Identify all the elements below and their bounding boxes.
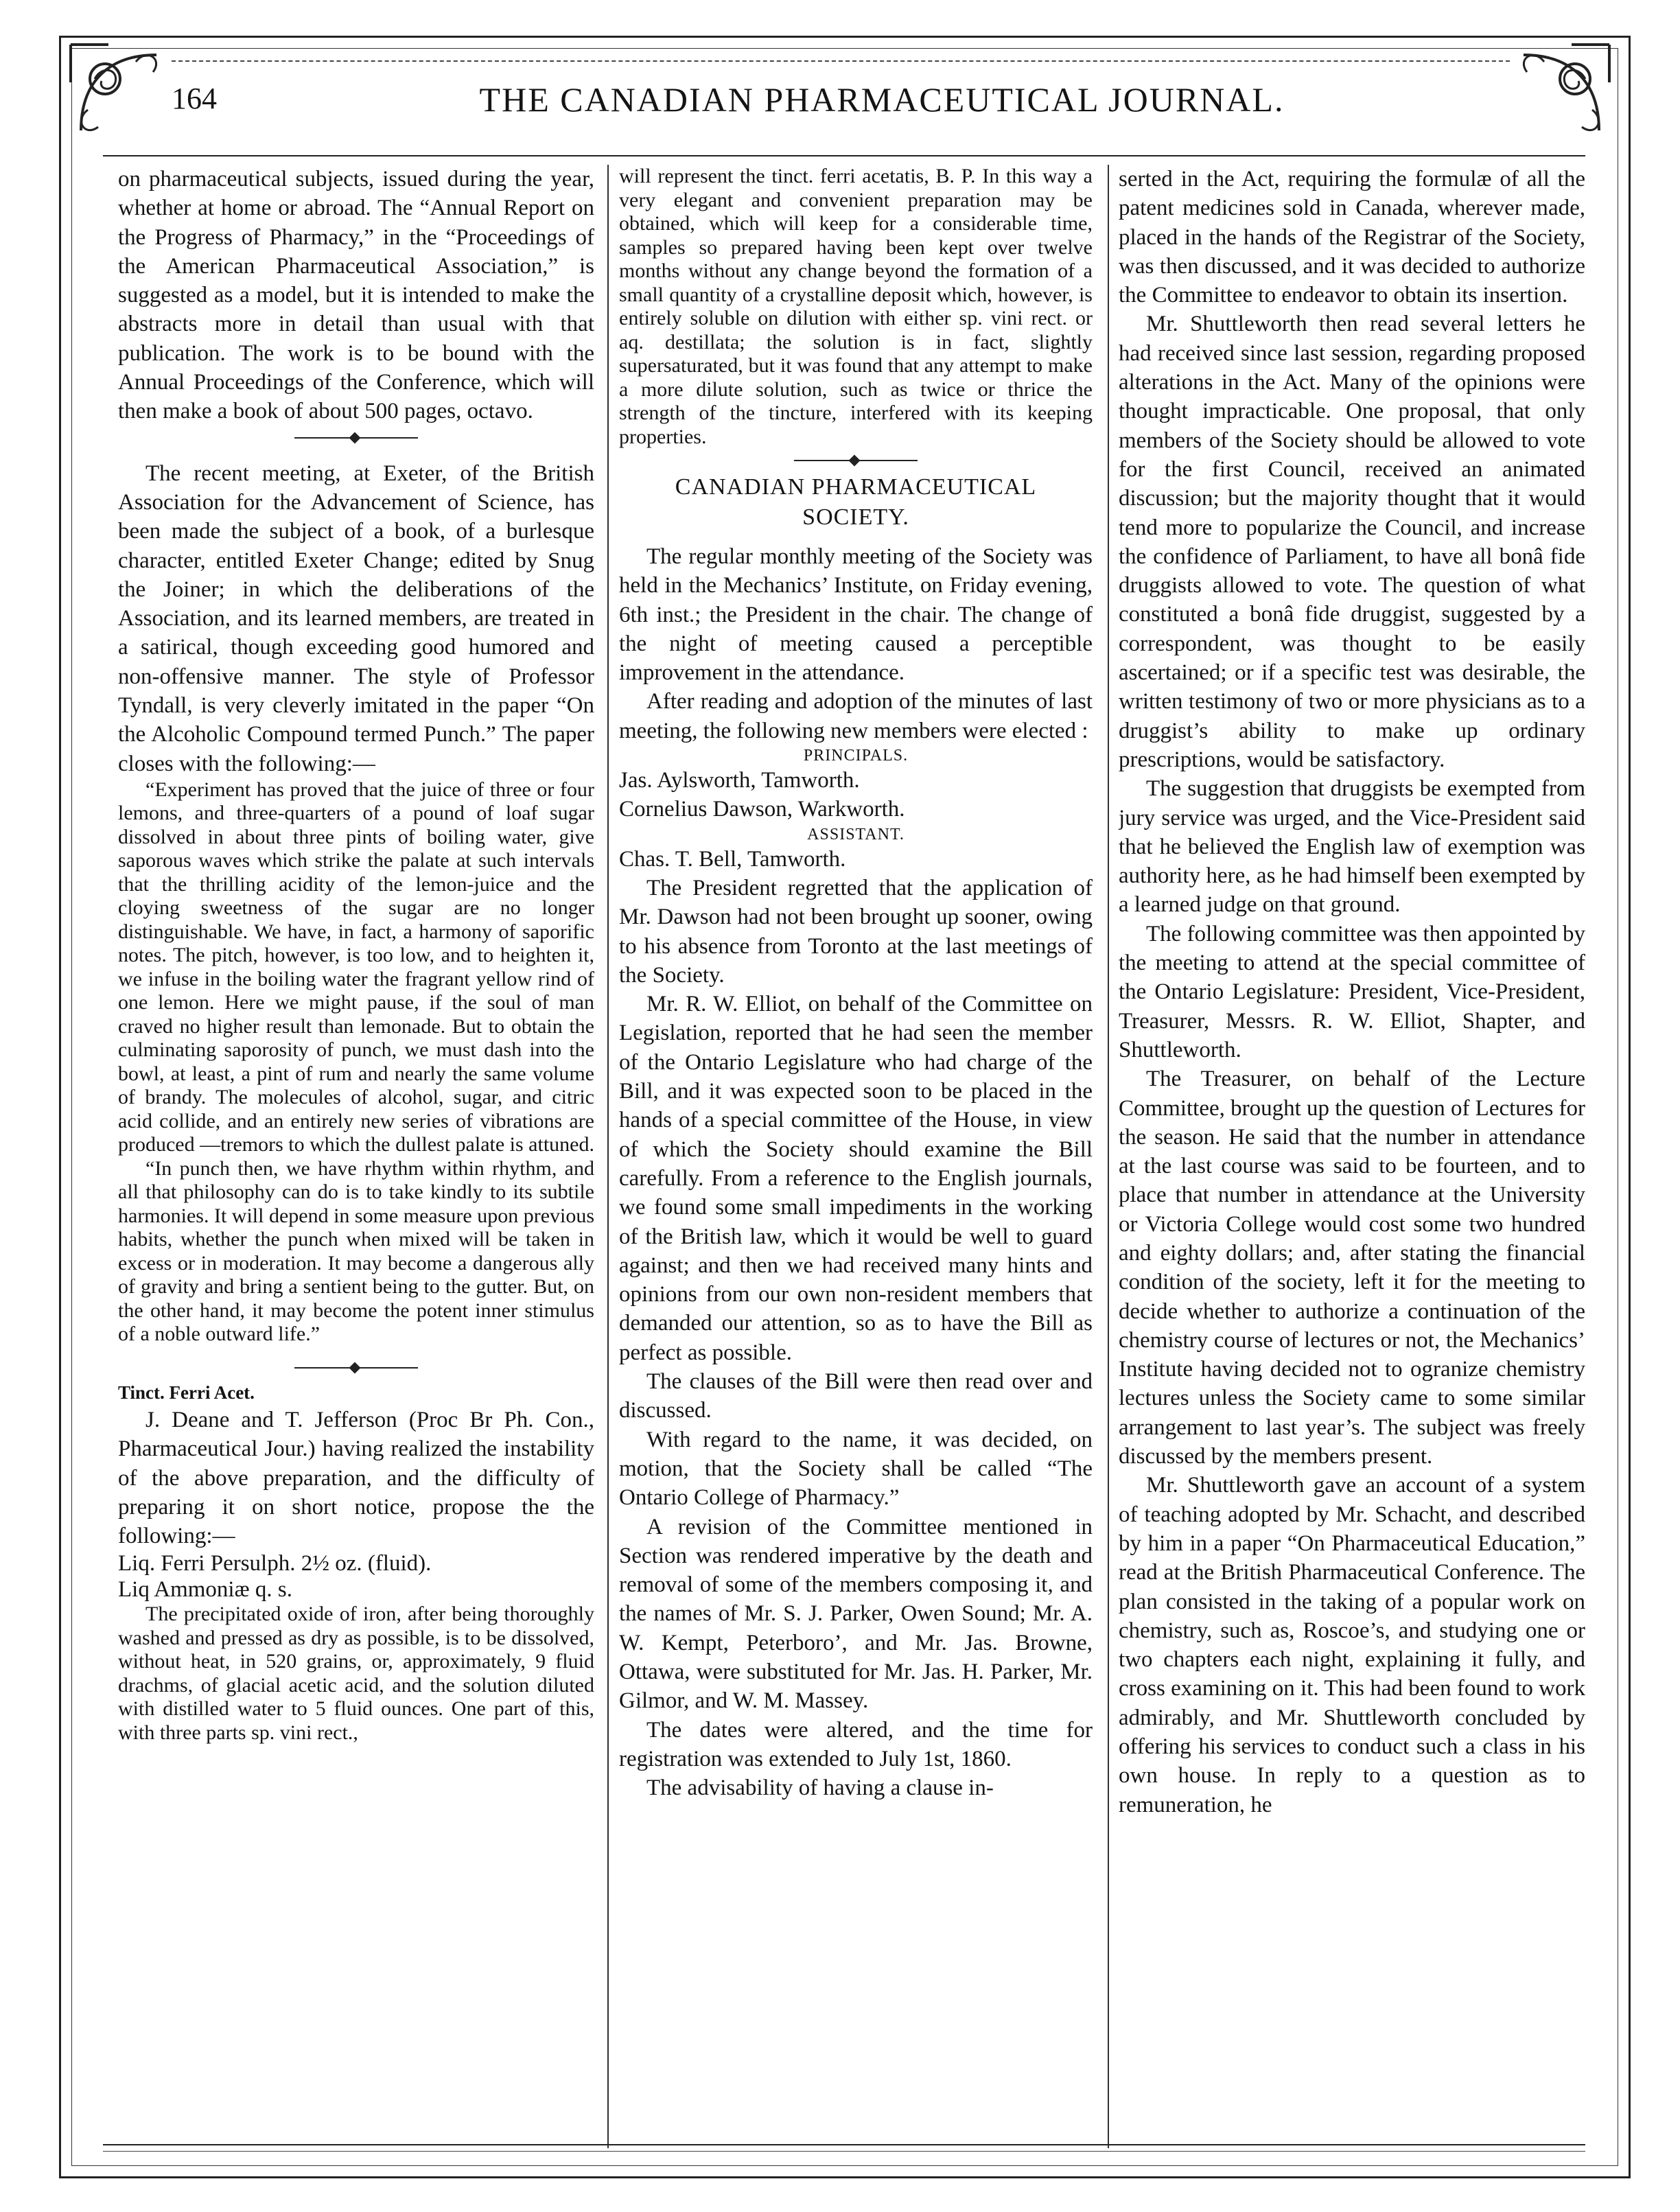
column-right xyxy=(1119,165,1585,2141)
article-subheading: Tinct. Ferri Acet. xyxy=(118,1382,255,1403)
section-divider xyxy=(794,456,918,465)
quote-paragraph: “Experiment has proved that the juice of three or four lemons, and three-quarters of a pound of loaf sugar dissolved in about three pints of boiling water, give saporous waves which strike the palate at such intervals that the thrilling acidity of the lemon-juice and the cloying sweetness of the sugar are no longer distinguishable. We have, in fact, a harmony of saporific notes. The pitch, however, is too low, and to heighten it, we infuse in the boiling water the fragrant yellow rind of one lemon. Here we might pause, if the soul of man craved no higher result than lemonade. But to obtain the culminating saporosity of punch, we must dash into the bowl, at least, a pint of rum and nearly the same volume of brandy. The molecules of alcohol, sugar, and citric acid collide, and an entirely new series of vibrations are produced —tremors to which the dullest palate is attuned. xyxy=(118,778,594,1156)
paragraph: After reading and adoption of the minutes of last meeting, the following new members were elected : xyxy=(619,689,1093,743)
section-heading xyxy=(619,472,1093,533)
paragraph: A revision of the Committee mentioned in Section was rendered imperative by the death and removal of some of the members composing it, and the names of Mr. S. J. Parker, Owen Sound; Mr. A. W. Kempt, Peterboro’, and Mr. Jas. Browne, Ottawa, were substituted for Mr. Jas. H. Parker, Mr. Gilmor, and W. M. Massey. xyxy=(619,1514,1093,1714)
column-left xyxy=(118,165,594,2141)
paragraph: will represent the tinct. ferri acetatis, B. P. In this way a very elegant and convenient preparation may be obtained, which will keep for a considerable time, samples so prepared having been kept over twelve months without any change beyond the formation of a small quantity of a crystalline deposit which, however, is entirely soluble on dilution with either sp. vini rect. or aq. destillata; the solution is in fact, slightly supersaturated, but it was found that any attempt to make a more dilute solution, such as twice or thrice the strength of the tincture, interfered with its keeping properties. xyxy=(619,165,1093,448)
paragraph: Mr. Shuttleworth then read several letters he had received since last session, regarding proposed alterations in the Act. Many of the opinions were thought impracticable. One proposal, that only members of the Society should be allowed to vote for the first Council, received an animated discussion; but the majority thought that it would tend more to popularize the Council, and increase the confidence of Parliament, to have all bonâ fide druggists allowed to vote. The question of what constituted a bonâ fide druggist, suggested by a correspondent, was thought to be easily ascertained; or if a specific test was desirable, the written testimony of two or more physicians as to a druggist’s ability to make up ordinary prescriptions, would be satisfactory. xyxy=(1119,312,1585,772)
page-header xyxy=(172,74,1510,136)
paragraph: serted in the Act, requiring the formulæ of all the patent medicines sold in Canada, wherever made, placed in the hands of the Registrar of the Society, was then discussed, and it was decided to authorize the Committee to endeavor to obtain its insertion. xyxy=(1119,167,1585,308)
column-divider xyxy=(607,165,609,2148)
paragraph: With regard to the name, it was decided, on motion, that the Society shall be called “The Ontario College of Pharmacy.” xyxy=(619,1427,1093,1511)
corner-ornament-left xyxy=(67,41,170,144)
footer-rule xyxy=(103,2144,1585,2145)
paragraph: Mr. R. W. Elliot, on behalf of the Committee on Legislation, reported that he had seen the member of the Ontario Legislature who had charge of the Bill, and it was expected soon to be placed in the hands of a special committee of the House, in view of which the Society should examine the Bill carefully. From a reference to the English journals, we found some small impediments in the working of the British law, which it would be well to guard against; and then we had received many hints and opinions from our own non-resident members that demanded our attention, so as to have the Bill as perfect as possible. xyxy=(619,992,1093,1365)
member-category-label: PRINCIPALS. xyxy=(803,747,909,765)
text-columns xyxy=(103,165,1585,2141)
paragraph: The dates were altered, and the time for registration was extended to July 1st, 1860. xyxy=(619,1717,1093,1771)
section-divider xyxy=(294,433,418,443)
paragraph: The regular monthly meeting of the Society was held in the Mechanics’ Institute, on Friday evening, 6th inst.; the President in the chair. The change of the night of meeting caused a perceptible improvement in the attendance. xyxy=(619,544,1093,686)
member-entry: Chas. T. Bell, Tamworth. xyxy=(619,846,846,872)
section-heading-line: SOCIETY. xyxy=(802,504,909,530)
paragraph: The suggestion that druggists be exempted from jury service was urged, and the Vice-President said that he believed the English law of exemption was authority here, as he had himself been exempted by a learned judge on that ground. xyxy=(1119,776,1585,918)
corner-ornament-right xyxy=(1510,41,1613,144)
section-divider xyxy=(294,1363,418,1373)
journal-title: THE CANADIAN PHARMACEUTICAL JOURNAL. xyxy=(479,80,1285,119)
quote-paragraph: “In punch then, we have rhythm within rhythm, and all that philosophy can do is to take kindly to its subtile harmonies. It will depend in some measure upon previous habits, whether the punch when mixed will be taken in excess or in moderation. It may become a dangerous ally of gravity and bring a sentient being to the gutter. But, on the other hand, it may become the potent inner stimulus of a noble outward life.” xyxy=(118,1156,594,1346)
paragraph: The President regretted that the application of Mr. Dawson had not been brought up sooner, owing to his absence from Toronto at the last meetings of the Society. xyxy=(619,875,1093,988)
paragraph: The advisability of having a clause in- xyxy=(646,1776,994,1801)
formula-line: Liq Ammoniæ q. s. xyxy=(118,1577,292,1603)
paragraph: on pharmaceutical subjects, issued during the year, whether at home or abroad. The “Annual Report on the Progress of Pharmacy,” in the “Proceedings of the American Pharmaceutical Association,” is suggested as a model, but it is intended to make the abstracts more in detail than usual with that publication. The work is to be bound with the Annual Proceedings of the Conference, which will then make a book of about 500 pages, octavo. xyxy=(118,167,594,424)
paragraph: The Treasurer, on behalf of the Lecture Committee, brought up the question of Lectures for the season. He said that the number in attendance at the last course was said to be fourteen, and to place that number in attendance at the University or Victoria College would cost some two hundred and eighty dollars; and, after stating the financial condition of the society, left it for the meeting to decide whether to authorize a continuation of the chemistry course of lectures or not, the Mechanics’ Institute having decided not to ogranize chemistry lectures unless the Society came to some similar arrangement to last year’s. The subject was freely discussed by the members present. xyxy=(1119,1067,1585,1469)
paragraph: Mr. Shuttleworth gave an account of a system of teaching adopted by Mr. Schacht, and described by him in a paper “On Pharmaceutical Education,” read at the British Pharmaceutical Conference. The plan consisted in the taking of a popular work on chemistry, such as, Roscoe’s, and studying one or two chapters each night, explaining it fully, and cross examining on it. This had been found to work admirably, and Mr. Shuttleworth concluded by offering his services to conduct such a class in his own house. In reply to a question as to remuneration, he xyxy=(1119,1473,1585,1817)
formula-line: Liq. Ferri Persulph. 2½ oz. (fluid). xyxy=(118,1551,432,1576)
column-middle xyxy=(619,165,1093,2141)
header-rule xyxy=(103,155,1585,156)
paragraph: The clauses of the Bill were then read over and discussed. xyxy=(619,1369,1093,1423)
page-number: 164 xyxy=(172,82,217,115)
member-category-label: ASSISTANT. xyxy=(807,825,905,843)
top-ornamental-rule xyxy=(172,60,1510,62)
column-divider xyxy=(1108,165,1109,2148)
member-entry: Cornelius Dawson, Warkworth. xyxy=(619,797,905,822)
paragraph: The recent meeting, at Exeter, of the British Association for the Advancement of Science, has been made the subject of a book, of a burlesque character, entitled Exeter Change; edited by Snug the Joiner; in which the deliberations of the Association, and its learned members, are treated in a satirical, though exceeding good humored and non-offensive manner. The style of Professor Tyndall, is very cleverly imitated in the paper “On the Alcoholic Compound termed Punch.” The paper closes with the following:— xyxy=(118,461,594,776)
paragraph: The following committee was then appointed by the meeting to attend at the special committee of the Ontario Legislature: President, Vice-President, Treasurer, Messrs. R. W. Elliot, Shapter, and Shuttleworth. xyxy=(1119,921,1585,1062)
footer-rule xyxy=(103,2151,1585,2152)
member-entry: Jas. Aylsworth, Tamworth. xyxy=(619,768,860,793)
section-heading-line: CANADIAN PHARMACEUTICAL xyxy=(675,474,1037,500)
paragraph: The precipitated oxide of iron, after being thoroughly washed and pressed as dry as possible, is to be dissolved, without heat, in 520 grains, or, approximately, 9 fluid drachms, of glacial acetic acid, and the solution diluted with distilled water to 5 fluid ounces. One part of this, with three parts sp. vini rect., xyxy=(118,1603,594,1744)
paragraph: J. Deane and T. Jefferson (Proc Br Ph. Con., Pharmaceutical Jour.) having realized the instability of the above preparation, and the difficulty of preparing it on short notice, propose the the following:— xyxy=(118,1407,594,1549)
